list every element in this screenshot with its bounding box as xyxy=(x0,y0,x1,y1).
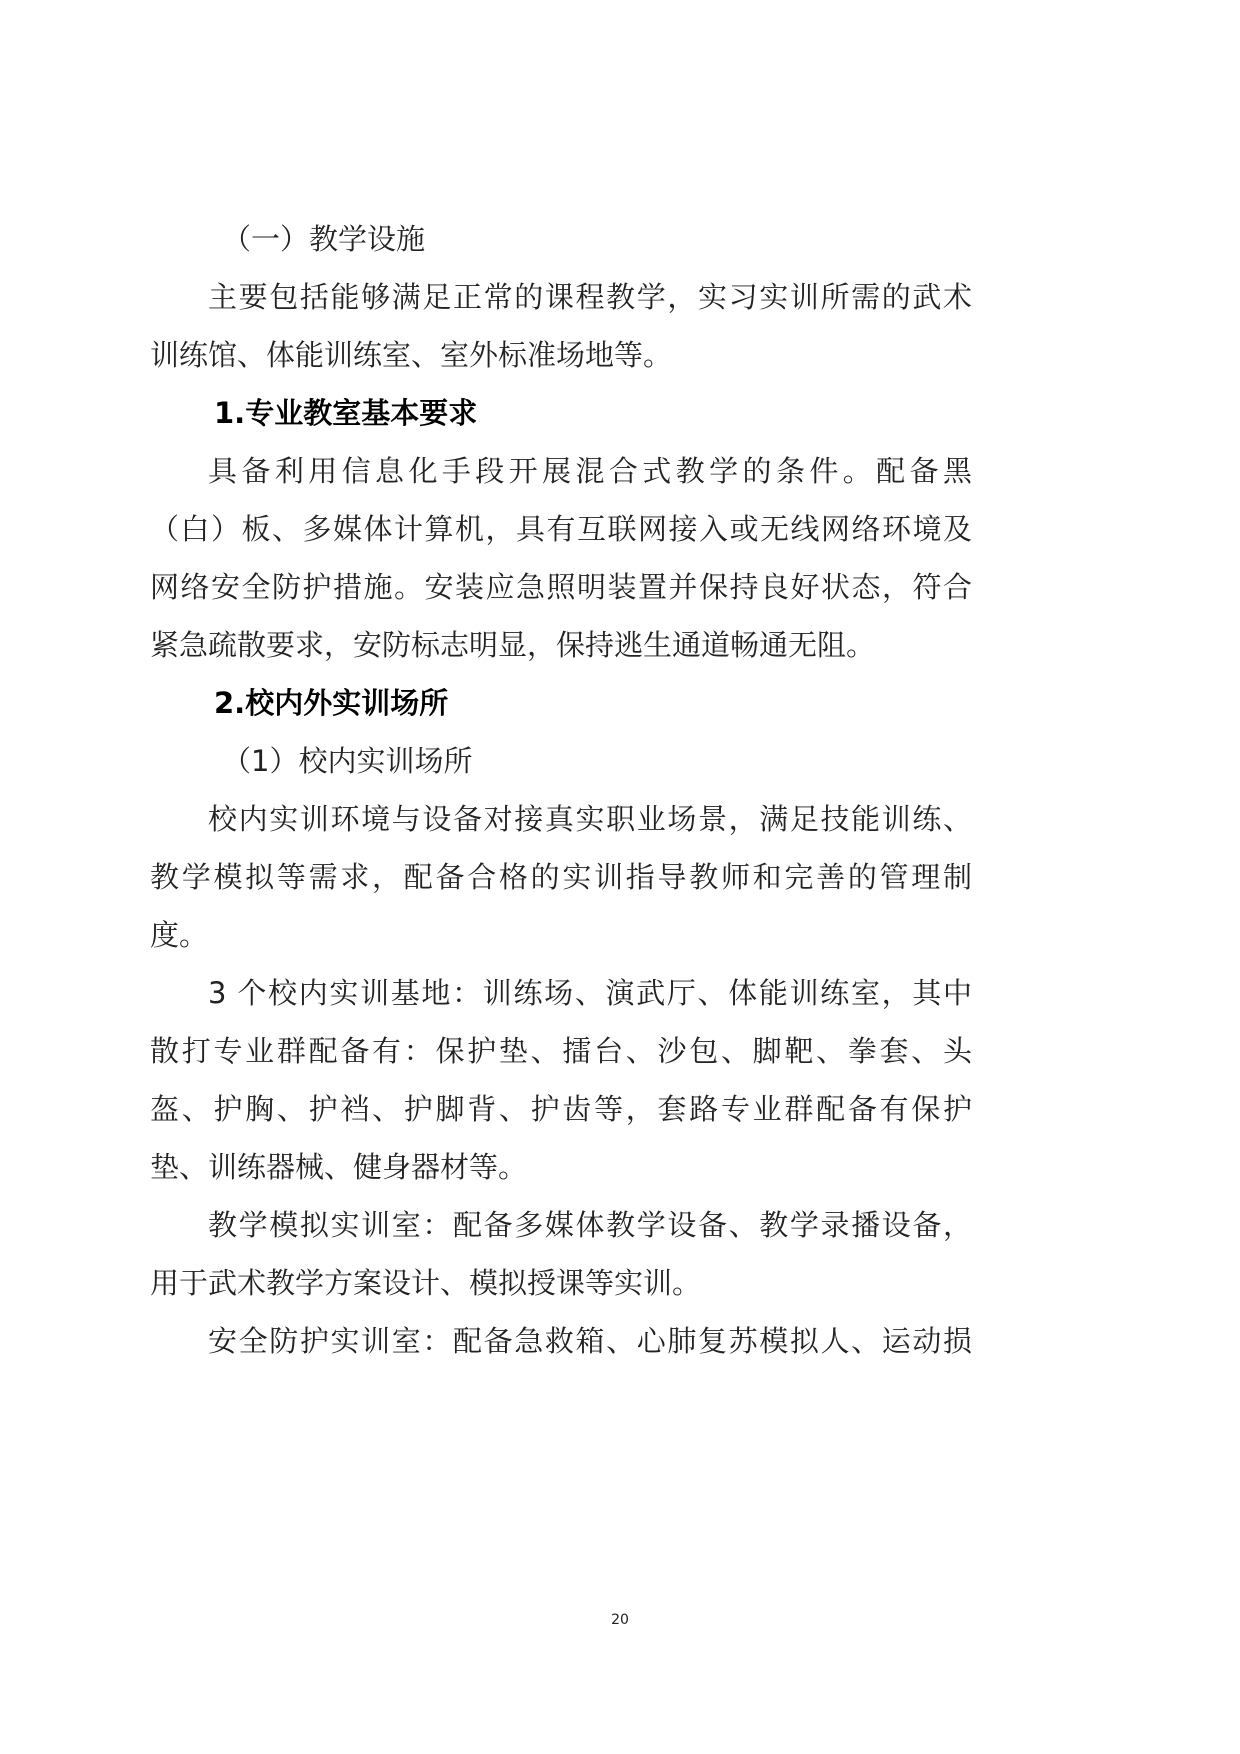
subheading-1: （1）校内实训场所 xyxy=(222,744,473,778)
paragraph-line: 度。 xyxy=(150,918,209,952)
paragraph-line: 盔、护胸、护裆、护脚背、护齿等，套路专业群配备有保护 xyxy=(150,1092,972,1126)
paragraph-line: 具备利用信息化手段开展混合式教学的条件。配备黑 xyxy=(208,454,972,488)
paragraph-line: 校内实训环境与设备对接真实职业场景，满足技能训练、 xyxy=(208,802,972,836)
paragraph-line: （白）板、多媒体计算机，具有互联网接入或无线网络环境及 xyxy=(150,512,972,546)
paragraph-line: 紧急疏散要求，安防标志明显，保持逃生通道畅通无阻。 xyxy=(150,628,876,662)
paragraph-line: 散打专业群配备有：保护垫、擂台、沙包、脚靶、拳套、头 xyxy=(150,1034,972,1068)
paragraph-line: 教学模拟实训室：配备多媒体教学设备、教学录播设备， xyxy=(208,1208,972,1242)
heading-1: 1.专业教室基本要求 xyxy=(214,396,478,430)
paragraph-line: 用于武术教学方案设计、模拟授课等实训。 xyxy=(150,1266,702,1300)
section-heading: （一）教学设施 xyxy=(222,222,426,256)
paragraph-line: 网络安全防护措施。安装应急照明装置并保持良好状态，符合 xyxy=(150,570,972,604)
paragraph-line: 安全防护实训室：配备急救箱、心肺复苏模拟人、运动损 xyxy=(208,1324,972,1358)
heading-2: 2.校内外实训场所 xyxy=(214,686,449,720)
paragraph-line: 主要包括能够满足正常的课程教学，实习实训所需的武术 xyxy=(208,280,972,314)
paragraph-line: 3 个校内实训基地：训练场、演武厅、体能训练室，其中 xyxy=(208,976,972,1010)
page-number: 20 xyxy=(611,1612,629,1628)
paragraph-line: 垫、训练器械、健身器材等。 xyxy=(150,1150,528,1184)
paragraph-line: 教学模拟等需求，配备合格的实训指导教师和完善的管理制 xyxy=(150,860,972,894)
paragraph-line: 训练馆、体能训练室、室外标准场地等。 xyxy=(150,338,673,372)
